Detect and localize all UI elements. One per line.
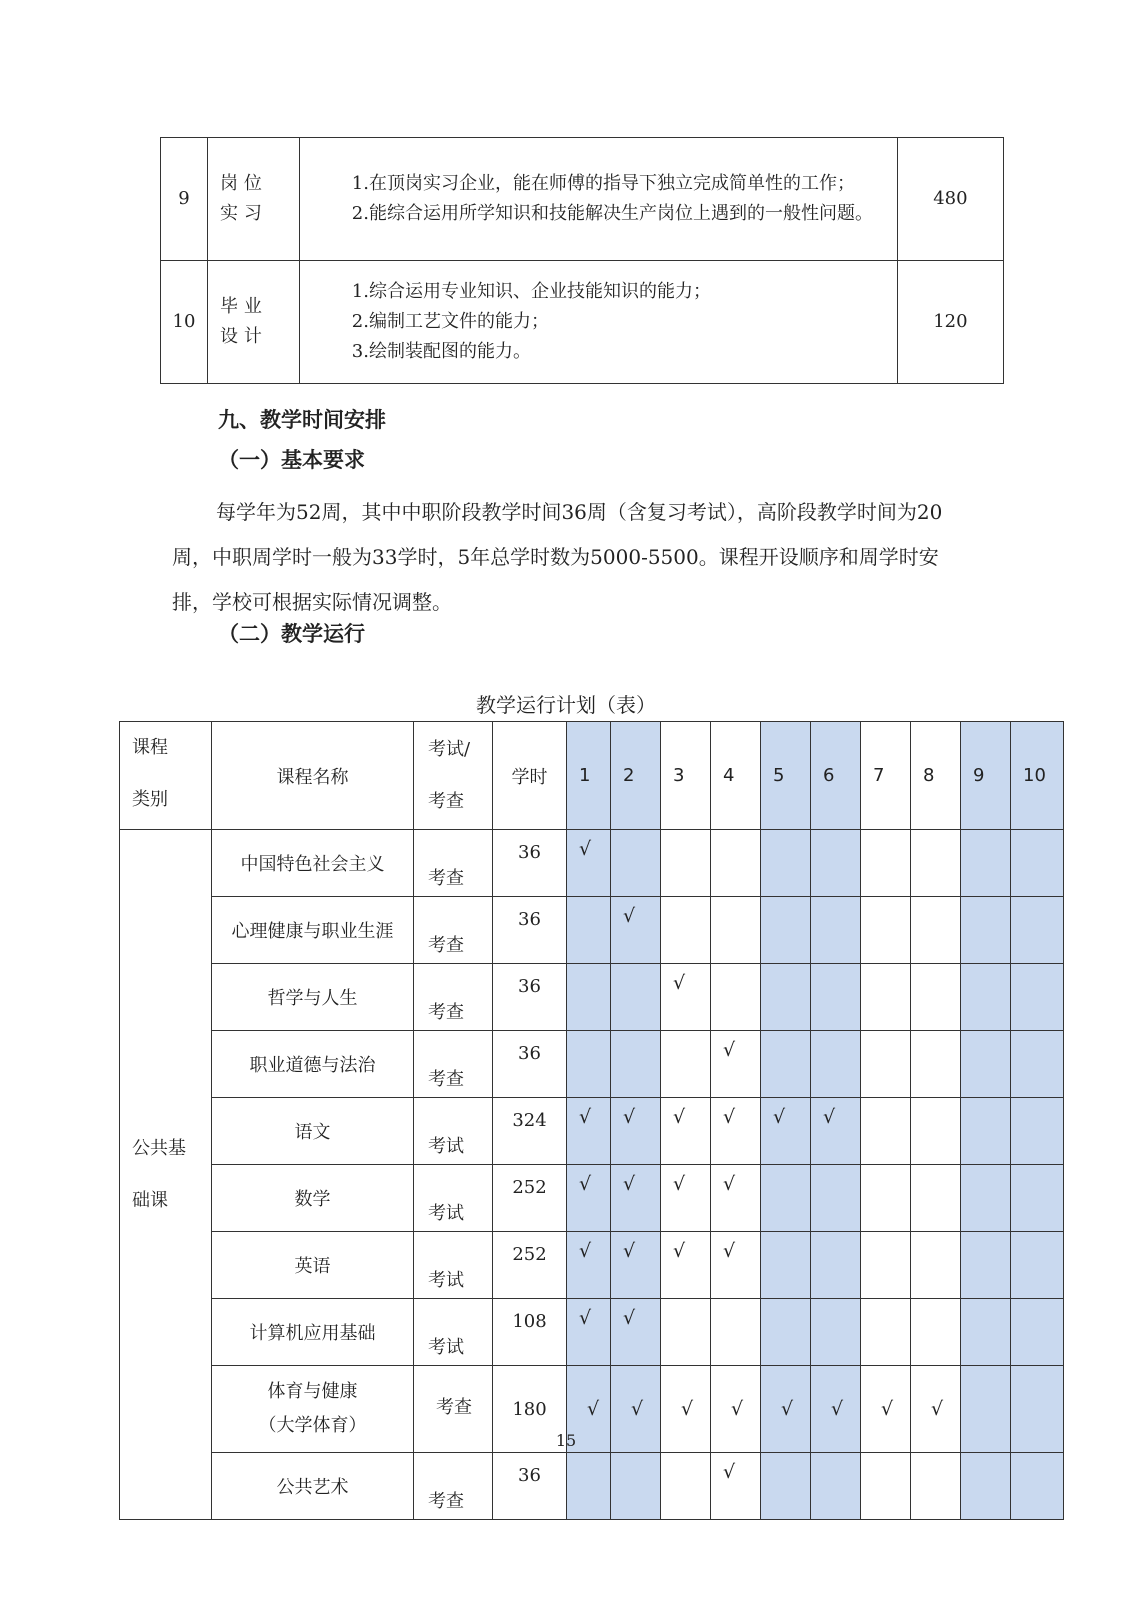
check-mark: √ <box>567 1232 611 1299</box>
check-mark: √ <box>611 1098 661 1165</box>
check-mark: √ <box>661 1366 711 1453</box>
semester-cell <box>861 897 911 964</box>
course-name-line: 计算机应用基础 <box>249 1323 376 1344</box>
assessment-type: 考查 <box>414 964 493 1031</box>
semester-cell <box>567 964 611 1031</box>
header-semester: 6 <box>811 722 861 830</box>
semester-cell <box>611 830 661 897</box>
assessment-type: 考查 <box>414 1366 493 1453</box>
course-name <box>212 1453 414 1520</box>
table-row <box>161 261 1004 384</box>
semester-cell <box>811 1453 861 1520</box>
semester-cell <box>911 1232 961 1299</box>
semester-cell <box>1011 1232 1064 1299</box>
header-semester: 1 <box>567 722 611 830</box>
semester-cell <box>961 964 1011 1031</box>
semester-cell <box>811 897 861 964</box>
course-name: 毕业设计 <box>207 261 299 384</box>
assessment-type: 考试 <box>414 1232 493 1299</box>
check-mark: √ <box>711 1232 761 1299</box>
check-mark: √ <box>861 1366 911 1453</box>
semester-cell <box>861 1453 911 1520</box>
semester-cell <box>911 1098 961 1165</box>
semester-cell <box>961 1453 1011 1520</box>
course-name-line: （大学体育） <box>258 1415 367 1436</box>
section-title: 九、教学时间安排 <box>218 408 386 432</box>
course-hours: 36 <box>493 897 567 964</box>
semester-cell <box>1011 897 1064 964</box>
body-paragraph: 每学年为52周，其中中职阶段教学时间36周（含复习考试），高阶段教学时间为20周，中职周学时一般为33学时，5年总学时数为5000-5500。课程开设顺序和周学时安排，学校可根据实际情况调整。 <box>172 500 943 614</box>
course-category-line: 础课 <box>132 1189 168 1211</box>
course-hours: 252 <box>493 1232 567 1299</box>
semester-cell <box>961 830 1011 897</box>
course-name <box>212 1098 414 1165</box>
semester-cell <box>761 1031 811 1098</box>
course-name-line: 语文 <box>294 1122 331 1143</box>
table-row <box>120 897 1064 964</box>
semester-cell <box>1011 1031 1064 1098</box>
header-semester: 7 <box>861 722 911 830</box>
header-semester: 2 <box>611 722 661 830</box>
semester-cell <box>961 1098 1011 1165</box>
check-mark: √ <box>611 1299 661 1366</box>
header-assessment-line: 考查 <box>428 790 464 812</box>
check-mark: √ <box>611 1165 661 1232</box>
table-row <box>161 138 1004 261</box>
assessment-type: 考查 <box>414 897 493 964</box>
course-name-line: 心理健康与职业生涯 <box>231 921 394 942</box>
semester-cell <box>861 1098 911 1165</box>
semester-cell <box>911 897 961 964</box>
header-hours: 学时 <box>493 722 567 830</box>
header-course-name: 课程名称 <box>212 722 414 830</box>
semester-cell <box>661 897 711 964</box>
semester-cell <box>761 1453 811 1520</box>
check-mark: √ <box>567 830 611 897</box>
table-row <box>120 830 1064 897</box>
table-header-row <box>120 722 1064 830</box>
course-description <box>299 261 897 384</box>
header-semester: 5 <box>761 722 811 830</box>
table-row <box>120 1299 1064 1366</box>
subsection-title: （二）教学运行 <box>218 622 365 646</box>
description-line: 2.能综合运用所学知识和技能解决生产岗位上遇到的一般性问题。 <box>351 203 873 224</box>
course-hours: 36 <box>493 1453 567 1520</box>
check-mark: √ <box>711 1453 761 1520</box>
assessment-type: 考查 <box>414 1453 493 1520</box>
semester-cell <box>861 1031 911 1098</box>
course-name <box>212 897 414 964</box>
header-semester: 8 <box>911 722 961 830</box>
semester-cell <box>961 897 1011 964</box>
semester-cell <box>861 830 911 897</box>
course-hours: 324 <box>493 1098 567 1165</box>
check-mark: √ <box>711 1098 761 1165</box>
semester-cell <box>761 830 811 897</box>
check-mark: √ <box>661 964 711 1031</box>
semester-cell <box>761 897 811 964</box>
semester-cell <box>661 830 711 897</box>
semester-cell <box>761 964 811 1031</box>
semester-cell <box>1011 1299 1064 1366</box>
semester-cell <box>711 897 761 964</box>
semester-cell <box>611 1453 661 1520</box>
course-name <box>212 830 414 897</box>
check-mark: √ <box>711 1031 761 1098</box>
semester-cell <box>567 1453 611 1520</box>
header-category-line: 类别 <box>132 789 168 810</box>
semester-cell <box>567 897 611 964</box>
semester-cell <box>661 1031 711 1098</box>
course-name <box>212 1031 414 1098</box>
course-name <box>212 1299 414 1366</box>
semester-cell <box>961 1165 1011 1232</box>
table-row <box>120 964 1064 1031</box>
semester-cell <box>1011 1165 1064 1232</box>
semester-cell <box>811 964 861 1031</box>
course-hours: 108 <box>493 1299 567 1366</box>
course-hours: 180 <box>493 1366 567 1453</box>
header-assessment <box>414 722 493 830</box>
semester-cell <box>961 1031 1011 1098</box>
semester-cell <box>811 1165 861 1232</box>
check-mark: √ <box>567 1165 611 1232</box>
course-name: 岗位实习 <box>207 138 299 261</box>
semester-cell <box>1011 830 1064 897</box>
check-mark: √ <box>811 1098 861 1165</box>
semester-cell <box>711 964 761 1031</box>
header-semester: 3 <box>661 722 711 830</box>
semester-cell <box>811 1299 861 1366</box>
table-row <box>120 1031 1064 1098</box>
course-hours: 120 <box>897 261 1003 384</box>
check-mark: √ <box>611 1366 661 1453</box>
description-line: 1.在顶岗实习企业，能在师傅的指导下独立完成简单性的工作； <box>351 173 855 194</box>
row-number: 10 <box>161 261 208 384</box>
header-category <box>120 722 212 830</box>
semester-cell <box>761 1165 811 1232</box>
course-name <box>212 1232 414 1299</box>
check-mark: √ <box>661 1165 711 1232</box>
page-number: 15 <box>555 1431 577 1450</box>
semester-cell <box>911 1165 961 1232</box>
semester-cell <box>567 1031 611 1098</box>
semester-cell <box>1011 1453 1064 1520</box>
semester-cell <box>661 1453 711 1520</box>
semester-cell <box>961 1299 1011 1366</box>
course-name <box>212 1165 414 1232</box>
assessment-type: 考试 <box>414 1165 493 1232</box>
semester-cell <box>611 964 661 1031</box>
check-mark: √ <box>567 1366 611 1453</box>
course-hours: 36 <box>493 964 567 1031</box>
assessment-type: 考查 <box>414 1031 493 1098</box>
table-row <box>120 1098 1064 1165</box>
semester-cell <box>861 1165 911 1232</box>
semester-cell <box>661 1299 711 1366</box>
check-mark: √ <box>611 897 661 964</box>
semester-cell <box>861 1299 911 1366</box>
semester-cell <box>1011 964 1064 1031</box>
course-name-line: 体育与健康 <box>267 1381 358 1402</box>
semester-cell <box>711 1299 761 1366</box>
semester-cell <box>911 964 961 1031</box>
course-name-line: 公共艺术 <box>276 1477 349 1498</box>
course-category <box>120 830 212 1520</box>
table-caption: 教学运行计划（表） <box>476 693 656 717</box>
semester-cell <box>761 1232 811 1299</box>
semester-cell <box>961 1232 1011 1299</box>
course-description <box>299 138 897 261</box>
semester-cell <box>611 1031 661 1098</box>
course-hours: 36 <box>493 830 567 897</box>
header-category-line: 课程 <box>132 737 168 758</box>
header-semester: 4 <box>711 722 761 830</box>
header-semester: 9 <box>961 722 1011 830</box>
check-mark: √ <box>611 1232 661 1299</box>
check-mark: √ <box>811 1366 861 1453</box>
semester-cell <box>761 1299 811 1366</box>
check-mark: √ <box>661 1232 711 1299</box>
description-line: 2.编制工艺文件的能力； <box>351 311 549 332</box>
semester-cell <box>911 830 961 897</box>
semester-cell <box>811 1232 861 1299</box>
course-name-line: 数学 <box>294 1189 331 1210</box>
course-hours: 480 <box>897 138 1003 261</box>
semester-cell <box>861 964 911 1031</box>
course-name-line: 哲学与人生 <box>267 988 358 1009</box>
semester-cell <box>911 1031 961 1098</box>
header-semester: 10 <box>1011 722 1064 830</box>
semester-cell <box>911 1299 961 1366</box>
course-name <box>212 964 414 1031</box>
header-assessment-line: 考试/ <box>428 738 471 760</box>
check-mark: √ <box>661 1098 711 1165</box>
course-name-line: 职业道德与法治 <box>249 1055 376 1076</box>
check-mark: √ <box>761 1366 811 1453</box>
description-line: 3.绘制装配图的能力。 <box>351 341 531 362</box>
course-hours: 36 <box>493 1031 567 1098</box>
course-name-line: 中国特色社会主义 <box>240 854 385 875</box>
course-category-line: 公共基 <box>132 1137 186 1159</box>
semester-cell <box>861 1232 911 1299</box>
table-row <box>120 1165 1064 1232</box>
subsection-title: （一）基本要求 <box>218 448 365 472</box>
assessment-type: 考查 <box>414 830 493 897</box>
semester-cell <box>911 1453 961 1520</box>
semester-cell <box>711 830 761 897</box>
check-mark: √ <box>761 1098 811 1165</box>
semester-cell <box>811 830 861 897</box>
check-mark: √ <box>567 1299 611 1366</box>
check-mark: √ <box>567 1098 611 1165</box>
semester-cell <box>811 1031 861 1098</box>
table-row <box>120 1232 1064 1299</box>
assessment-type: 考试 <box>414 1098 493 1165</box>
semester-cell <box>1011 1098 1064 1165</box>
competency-table <box>160 137 1004 384</box>
teaching-plan-table <box>119 721 1064 1520</box>
check-mark: √ <box>711 1366 761 1453</box>
table-row <box>120 1453 1064 1520</box>
description-line: 1.综合运用专业知识、企业技能知识的能力； <box>351 281 711 302</box>
course-hours: 252 <box>493 1165 567 1232</box>
check-mark: √ <box>711 1165 761 1232</box>
course-name-line: 英语 <box>294 1256 331 1277</box>
row-number: 9 <box>161 138 208 261</box>
check-mark: √ <box>911 1366 961 1453</box>
assessment-type: 考试 <box>414 1299 493 1366</box>
